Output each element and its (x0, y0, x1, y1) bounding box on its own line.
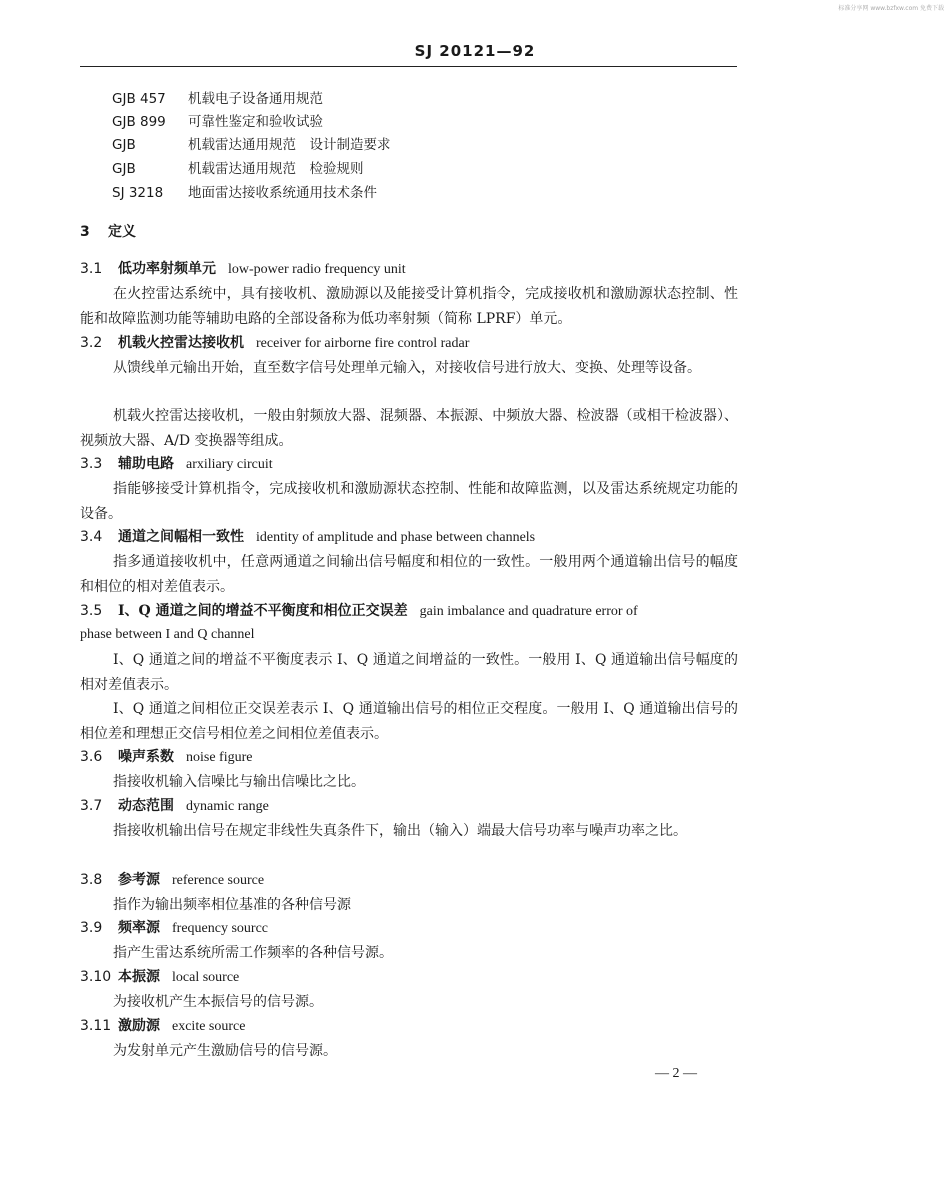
term-chinese: 辅助电路 (118, 456, 174, 472)
watermark: 标准分享网 www.bzfxw.com 免费下载 (838, 5, 944, 12)
term-chinese: I、Q 通道之间的增益不平衡度和相位正交误差 (118, 603, 408, 619)
reference-title: 地面雷达接收系统通用技术条件 (188, 185, 377, 201)
term-heading (80, 258, 406, 281)
header-rule (80, 66, 737, 67)
reference-code: GJB (112, 161, 136, 177)
reference-code: GJB 457 (112, 91, 166, 107)
term-heading (80, 966, 239, 989)
term-number: 3.2 (80, 335, 103, 351)
term-english: excite source (172, 1019, 246, 1034)
term-chinese: 机载火控雷达接收机 (118, 335, 244, 351)
definition-paragraph: 指能够接受计算机指令，完成接收机和激励源状态控制、性能和故障监测，以及雷达系统规定功能的设备。 (80, 481, 738, 522)
section-number: 3 (80, 224, 90, 240)
term-english: reference source (172, 873, 265, 888)
term-english: low-power radio frequency unit (228, 262, 406, 277)
term-chinese: 激励源 (118, 1018, 160, 1034)
document-header: SJ 20121—92 (414, 42, 536, 60)
term-english: receiver for airborne fire control radar (256, 336, 470, 351)
term-chinese: 低功率射频单元 (118, 261, 216, 277)
definition-paragraph: I、Q 通道之间的增益不平衡度表示 I、Q 通道之间增益的一致性。一般用 I、Q 通道输出信号幅度的相对差值表示。 (80, 652, 738, 693)
term-number: 3.7 (80, 798, 103, 814)
term-heading (80, 453, 273, 476)
term-heading (80, 332, 469, 355)
term-number: 3.10 (80, 969, 112, 985)
definition-paragraph: 在火控雷达系统中，具有接收机、激励源以及能接受计算机指令，完成接收机和激励源状态控制、性能和故障监测功能等辅助电路的全部设备称为低功率射频（简称 LPRF）单元。 (80, 286, 738, 327)
term-english: gain imbalance and quadrature error of (419, 604, 638, 619)
definition-paragraph: 从馈线单元输出开始，直至数字信号处理单元输入，对接收信号进行放大、变换、处理等设备。 (113, 360, 701, 376)
term-english: identity of amplitude and phase between channels (256, 530, 536, 545)
term-chinese: 通道之间幅相一致性 (118, 529, 244, 545)
term-chinese: 参考源 (118, 872, 160, 888)
definition-paragraph: 指接收机输入信噪比与输出信噪比之比。 (113, 774, 365, 790)
reference-code: GJB (112, 137, 136, 153)
term-chinese: 频率源 (118, 920, 160, 936)
definition-paragraph: 指多通道接收机中，任意两通道之间输出信号幅度和相位的一致性。一般用两个通道输出信号的幅度和相位的相对差值表示。 (80, 554, 738, 595)
page-number: — 2 — (655, 1066, 697, 1081)
term-number: 3.9 (80, 920, 103, 936)
term-heading (80, 600, 638, 623)
definition-paragraph: I、Q 通道之间相位正交误差表示 I、Q 通道输出信号的相位正交程度。一般用 I、Q 通道输出信号的相位差和理想正交信号相位差之间相位差值表示。 (80, 701, 738, 742)
term-heading (80, 1015, 245, 1038)
term-heading (80, 746, 252, 769)
section-heading (80, 221, 136, 241)
reference-item (112, 158, 364, 180)
term-chinese: 动态范围 (118, 798, 174, 814)
term-heading (80, 869, 264, 892)
definition-paragraph: 指接收机输出信号在规定非线性失真条件下，输出（输入）端最大信号功率与噪声功率之比。 (113, 823, 687, 839)
term-english: local source (172, 970, 240, 985)
term-number: 3.5 (80, 603, 103, 619)
term-number: 3.6 (80, 749, 103, 765)
term-heading (80, 917, 268, 940)
term-number: 3.11 (80, 1018, 112, 1034)
term-heading (80, 795, 269, 818)
section-title: 定义 (108, 224, 136, 240)
reference-title: 可靠性鉴定和验收试验 (188, 114, 323, 130)
definition-paragraph: 为接收机产生本振信号的信号源。 (113, 994, 323, 1010)
definition-paragraph: 为发射单元产生激励信号的信号源。 (113, 1043, 337, 1059)
reference-item (112, 134, 391, 156)
reference-item (112, 111, 323, 133)
term-english: dynamic range (186, 799, 269, 814)
term-number: 3.4 (80, 529, 103, 545)
term-english: noise figure (186, 750, 253, 765)
reference-title: 机载雷达通用规范 检验规则 (188, 161, 364, 177)
reference-code: SJ 3218 (112, 185, 164, 201)
reference-title: 机载雷达通用规范 设计制造要求 (188, 137, 391, 153)
term-english: arxiliary circuit (186, 457, 273, 472)
definition-paragraph: 机载火控雷达接收机，一般由射频放大器、混频器、本振源、中频放大器、检波器（或相干检波器）、视频放大器、A/D 变换器等组成。 (80, 408, 738, 449)
term-number: 3.3 (80, 456, 103, 472)
term-chinese: 噪声系数 (118, 749, 174, 765)
term-english: frequency sourcc (172, 921, 269, 936)
term-number: 3.8 (80, 872, 103, 888)
reference-item (112, 182, 377, 204)
term-number: 3.1 (80, 261, 103, 277)
term-english-continued: phase between I and Q channel (80, 627, 255, 642)
reference-title: 机载电子设备通用规范 (188, 91, 323, 107)
reference-item (112, 88, 323, 110)
term-heading (80, 526, 535, 549)
definition-paragraph: 指作为输出频率相位基准的各种信号源 (113, 897, 351, 913)
reference-code: GJB 899 (112, 114, 166, 130)
term-chinese: 本振源 (118, 969, 160, 985)
definition-paragraph: 指产生雷达系统所需工作频率的各种信号源。 (113, 945, 393, 961)
